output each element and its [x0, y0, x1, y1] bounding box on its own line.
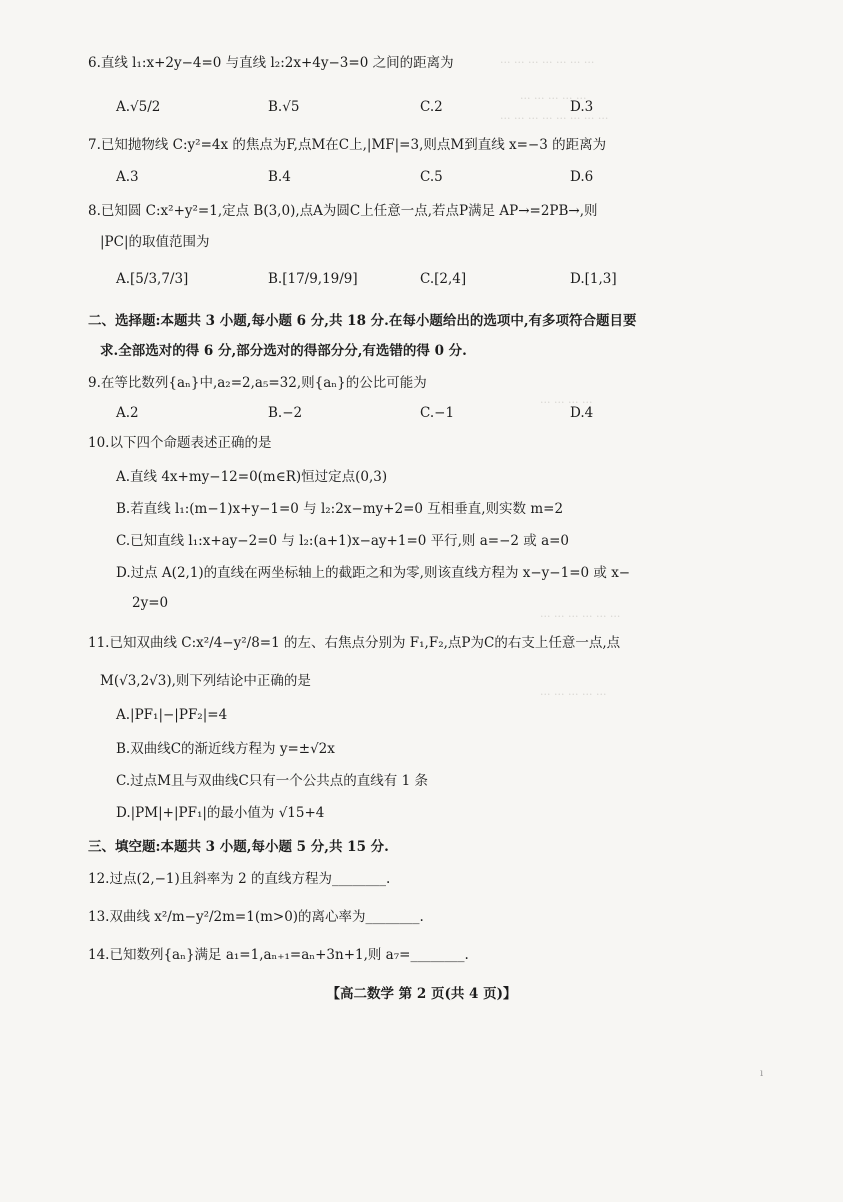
question-9-option-d: D.4	[570, 405, 594, 421]
question-8-option-b: B.[17/9,19/9]	[268, 271, 358, 287]
bleed-through-text: ··· ··· ··· ··· ··· ··· ···	[500, 56, 595, 69]
question-8-stem: 8.已知圆 C:x²+y²=1,定点 B(3,0),点A为圆C上任意一点,若点P满足 AP→=2PB→,则	[88, 203, 598, 219]
question-7-option-a: A.3	[116, 169, 139, 185]
question-11-option-a: A.|PF₁|−|PF₂|=4	[116, 707, 228, 723]
bleed-through-text: ··· ··· ··· ···	[540, 396, 593, 409]
section-2-instructions-continued: 求.全部选对的得 6 分,部分选对的得部分分,有选错的得 0 分.	[100, 343, 467, 359]
question-14: 14.已知数列{aₙ}满足 a₁=1,aₙ₊₁=aₙ+3n+1,则 a₇=________.	[88, 947, 469, 963]
question-7-option-d: D.6	[570, 169, 594, 185]
question-10-option-b: B.若直线 l₁:(m−1)x+y−1=0 与 l₂:2x−my+2=0 互相垂直,则实数 m=2	[116, 501, 564, 517]
bleed-through-text: ··· ··· ··· ··· ···	[520, 92, 587, 105]
question-11-stem-continued: M(√3,2√3),则下列结论中正确的是	[100, 673, 311, 689]
question-10-stem: 10.以下四个命题表述正确的是	[88, 435, 272, 451]
question-6-option-a: A.√5/2	[116, 99, 161, 115]
question-7-stem: 7.已知抛物线 C:y²=4x 的焦点为F,点M在C上,|MF|=3,则点M到直线 x=−3 的距离为	[88, 137, 607, 153]
question-11-option-b: B.双曲线C的渐近线方程为 y=±√2x	[116, 741, 335, 757]
question-8-option-c: C.[2,4]	[420, 271, 467, 287]
question-8-option-d: D.[1,3]	[570, 271, 617, 287]
question-7-option-b: B.4	[268, 169, 291, 185]
question-6-option-c: C.2	[420, 99, 443, 115]
bleed-through-text: ··· ··· ··· ··· ··· ···	[540, 610, 621, 623]
question-6-option-b: B.√5	[268, 99, 300, 115]
question-10-option-a: A.直线 4x+my−12=0(m∈R)恒过定点(0,3)	[116, 469, 388, 485]
question-9-option-a: A.2	[116, 405, 139, 421]
page-footer: 【高二数学 第 2 页(共 4 页)】	[326, 986, 517, 1002]
question-13: 13.双曲线 x²/m−y²/2m=1(m>0)的离心率为________.	[88, 909, 424, 925]
question-11-stem: 11.已知双曲线 C:x²/4−y²/8=1 的左、右焦点分别为 F₁,F₂,点P为C的右支上任意一点,点	[88, 635, 621, 651]
question-9-stem: 9.在等比数列{aₙ}中,a₂=2,a₅=32,则{aₙ}的公比可能为	[88, 375, 427, 391]
question-12: 12.过点(2,−1)且斜率为 2 的直线方程为________.	[88, 871, 391, 887]
question-10-option-d: D.过点 A(2,1)的直线在两坐标轴上的截距之和为零,则该直线方程为 x−y−1=0 或 x−	[116, 565, 631, 581]
question-8-option-a: A.[5/3,7/3]	[116, 271, 189, 287]
question-10-option-c: C.已知直线 l₁:x+ay−2=0 与 l₂:(a+1)x−ay+1=0 平行,则 a=−2 或 a=0	[116, 533, 570, 549]
bleed-through-text: ··· ··· ··· ··· ··· ··· ··· ···	[500, 112, 609, 125]
section-3-instructions: 三、填空题:本题共 3 小题,每小题 5 分,共 15 分.	[88, 839, 389, 855]
question-7-option-c: C.5	[420, 169, 443, 185]
question-10-option-d-continued: 2y=0	[132, 595, 169, 611]
question-6-stem: 6.直线 l₁:x+2y−4=0 与直线 l₂:2x+4y−3=0 之间的距离为	[88, 55, 454, 71]
section-2-instructions: 二、选择题:本题共 3 小题,每小题 6 分,共 18 分.在每小题给出的选项中,有多项符合题目要	[88, 313, 637, 329]
question-6-option-d: D.3	[570, 99, 594, 115]
question-9-option-c: C.−1	[420, 405, 455, 421]
scan-speck: ı	[760, 1068, 764, 1079]
question-11-option-c: C.过点M且与双曲线C只有一个公共点的直线有 1 条	[116, 773, 428, 789]
question-11-option-d: D.|PM|+|PF₁|的最小值为 √15+4	[116, 805, 325, 821]
question-9-option-b: B.−2	[268, 405, 303, 421]
question-8-stem-continued: |PC|的取值范围为	[100, 234, 210, 250]
bleed-through-text: ··· ··· ··· ··· ···	[540, 688, 607, 701]
